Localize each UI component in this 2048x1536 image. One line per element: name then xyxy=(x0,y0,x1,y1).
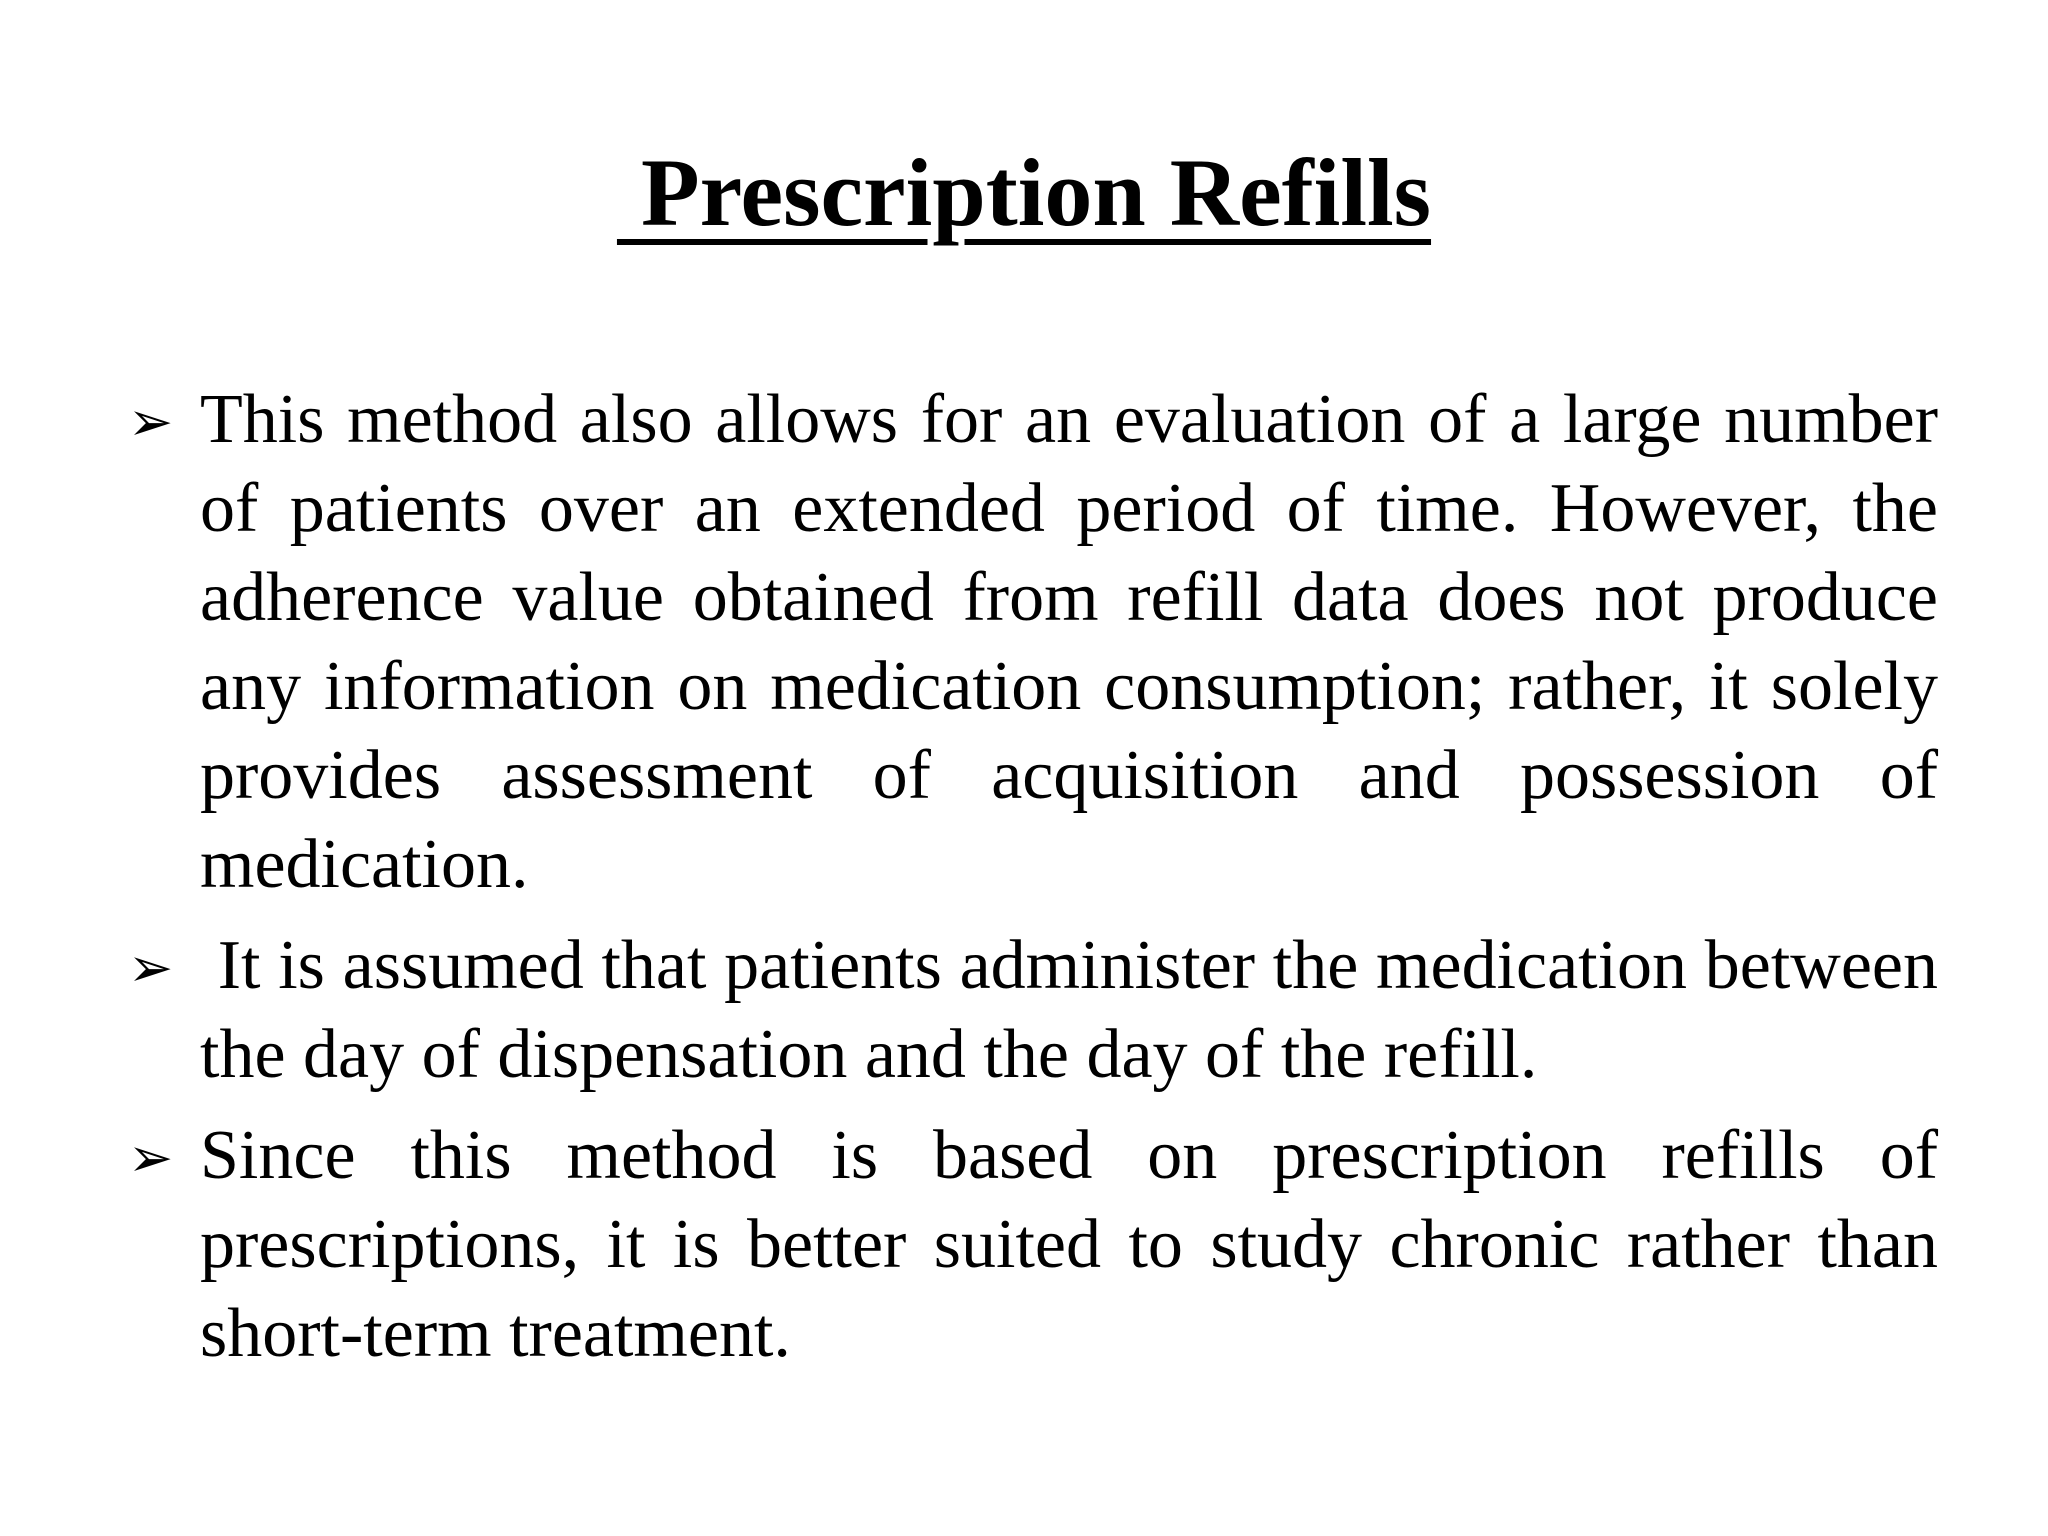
bullet-item-1 xyxy=(128,375,1956,909)
arrowhead-bullet-icon: ➢ xyxy=(128,390,174,453)
bullet-item-3 xyxy=(128,1111,1956,1378)
bullet-item-2 xyxy=(128,921,1956,1099)
bullet-text-1: This method also allows for an evaluation of a large number of patients over an extended period of time. However, the adherence value obtained from refill data does not produce any information on medication consumption; rather, it solely provides assessment of acquisition and possession of medication. xyxy=(200,381,1956,903)
slide-title: Prescription Refills xyxy=(616,139,1432,246)
arrowhead-bullet-icon: ➢ xyxy=(128,1126,174,1189)
bullet-list xyxy=(128,375,1956,1390)
arrowhead-bullet-icon: ➢ xyxy=(128,936,174,999)
bullet-text-3: Since this method is based on prescription refills of prescriptions, it is better suited to study chronic rather than short-term treatment. xyxy=(200,1117,1956,1372)
bullet-text-2: It is assumed that patients administer the medication between the day of dispensation and the day of the refill. xyxy=(200,927,1956,1093)
